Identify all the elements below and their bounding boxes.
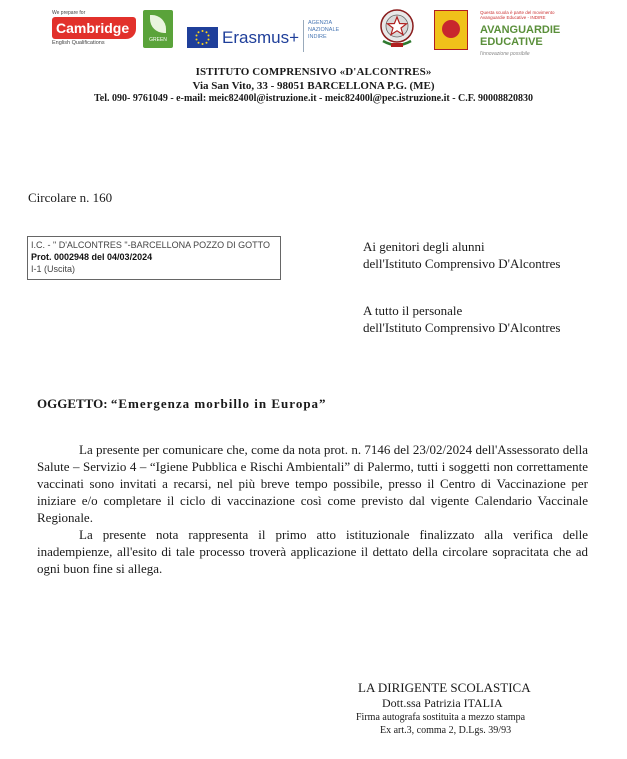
subject-text: “Emergenza morbillo in Europa” [110,396,327,411]
school-contacts: Tel. 090- 9761049 - e-mail: meic82400l@istruzione.it - meic82400l@pec.istruzione.it - C.F. 90008820830 [94,93,533,104]
indire-line2: NAZIONALE [308,27,340,33]
recipient-parents [363,238,561,272]
protocol-type: I-1 (Uscita) [31,264,76,274]
green-school-label: GREEN [149,37,167,43]
green-school-logo [143,10,173,48]
recipient-staff [363,302,561,336]
paragraph: La presente nota rappresenta il primo atto istituzionale finalizzato alla verifica delle inadempienze, all'esito di tale processo troverà applicazione il dettato della circolare sopracitata che ad ogni buon fine si allega. [37,527,588,576]
protocol-stamp [27,236,281,280]
protocol-issuer: I.C. - " D'ALCONTRES "-BARCELLONA POZZO DI GOTTO [31,240,270,250]
project-head: Questa scuola è parte del movimento Avanguardie Educative - INDIRE [480,10,555,20]
erasmus-logo: Erasmus+ [222,28,299,47]
school-address: Via San Vito, 33 - 98051 BARCELLONA P.G. (ME) [192,80,435,92]
subject-line [37,396,327,412]
paragraph: La presente per comunicare che, come da nota prot. n. 7146 del 23/02/2024 dell'Assessorato della Salute – Servizio 4 – “Igiene Pubblica e Rischi Ambientali” di Palermo, tutti i soggetti non correttamente vaccinati sono invitati a recarsi, nel più breve tempo possibile, presso il Centro di Vaccinazione per iniziare e/o completare il ciclo di vaccinazione così come previsto dal vigente Calendario Vaccinale Regionale. [37,442,588,525]
leaf-icon [150,15,166,33]
project-motto: l'innovazione possibile [480,51,530,57]
subject-label: OGGETTO: [37,396,108,411]
signature-note: Firma autografa sostituita a mezzo stampa [356,712,526,723]
eu-flag-icon [187,27,218,48]
recipient-line: A tutto il personale [363,303,463,318]
school-name: ISTITUTO COMPRENSIVO «D'ALCONTRES» [195,66,432,78]
letter-body [37,441,588,577]
recipient-line: dell'Istituto Comprensivo D'Alcontres [363,256,561,271]
protocol-number: Prot. 0002948 del 04/03/2024 [31,252,153,262]
cambridge-name: Cambridge [52,17,136,39]
project-name: AVANGUARDIE EDUCATIVE [480,24,561,48]
recipient-line: Ai genitori degli alunni [363,239,485,254]
indire-line3: INDIRE [308,34,327,40]
cambridge-logo [52,10,138,52]
signature-name: Dott.ssa Patrizia ITALIA [382,696,503,710]
avanguardie-educative-logo [480,10,572,57]
indire-line1: AGENZIA [308,20,333,26]
recipient-line: dell'Istituto Comprensivo D'Alcontres [363,320,561,335]
circolare-number: Circolare n. 160 [28,190,113,205]
signature-role: LA DIRIGENTE SCOLASTICA [358,680,531,695]
sicily-region-emblem-icon [434,10,468,50]
italian-republic-emblem-icon [377,5,417,51]
cambridge-pre: We prepare for [52,10,86,16]
cambridge-sub: English Qualifications [52,40,105,46]
indire-logo [303,20,356,52]
signature-legal-ref: Ex art.3, comma 2, D.Lgs. 39/93 [380,725,512,736]
